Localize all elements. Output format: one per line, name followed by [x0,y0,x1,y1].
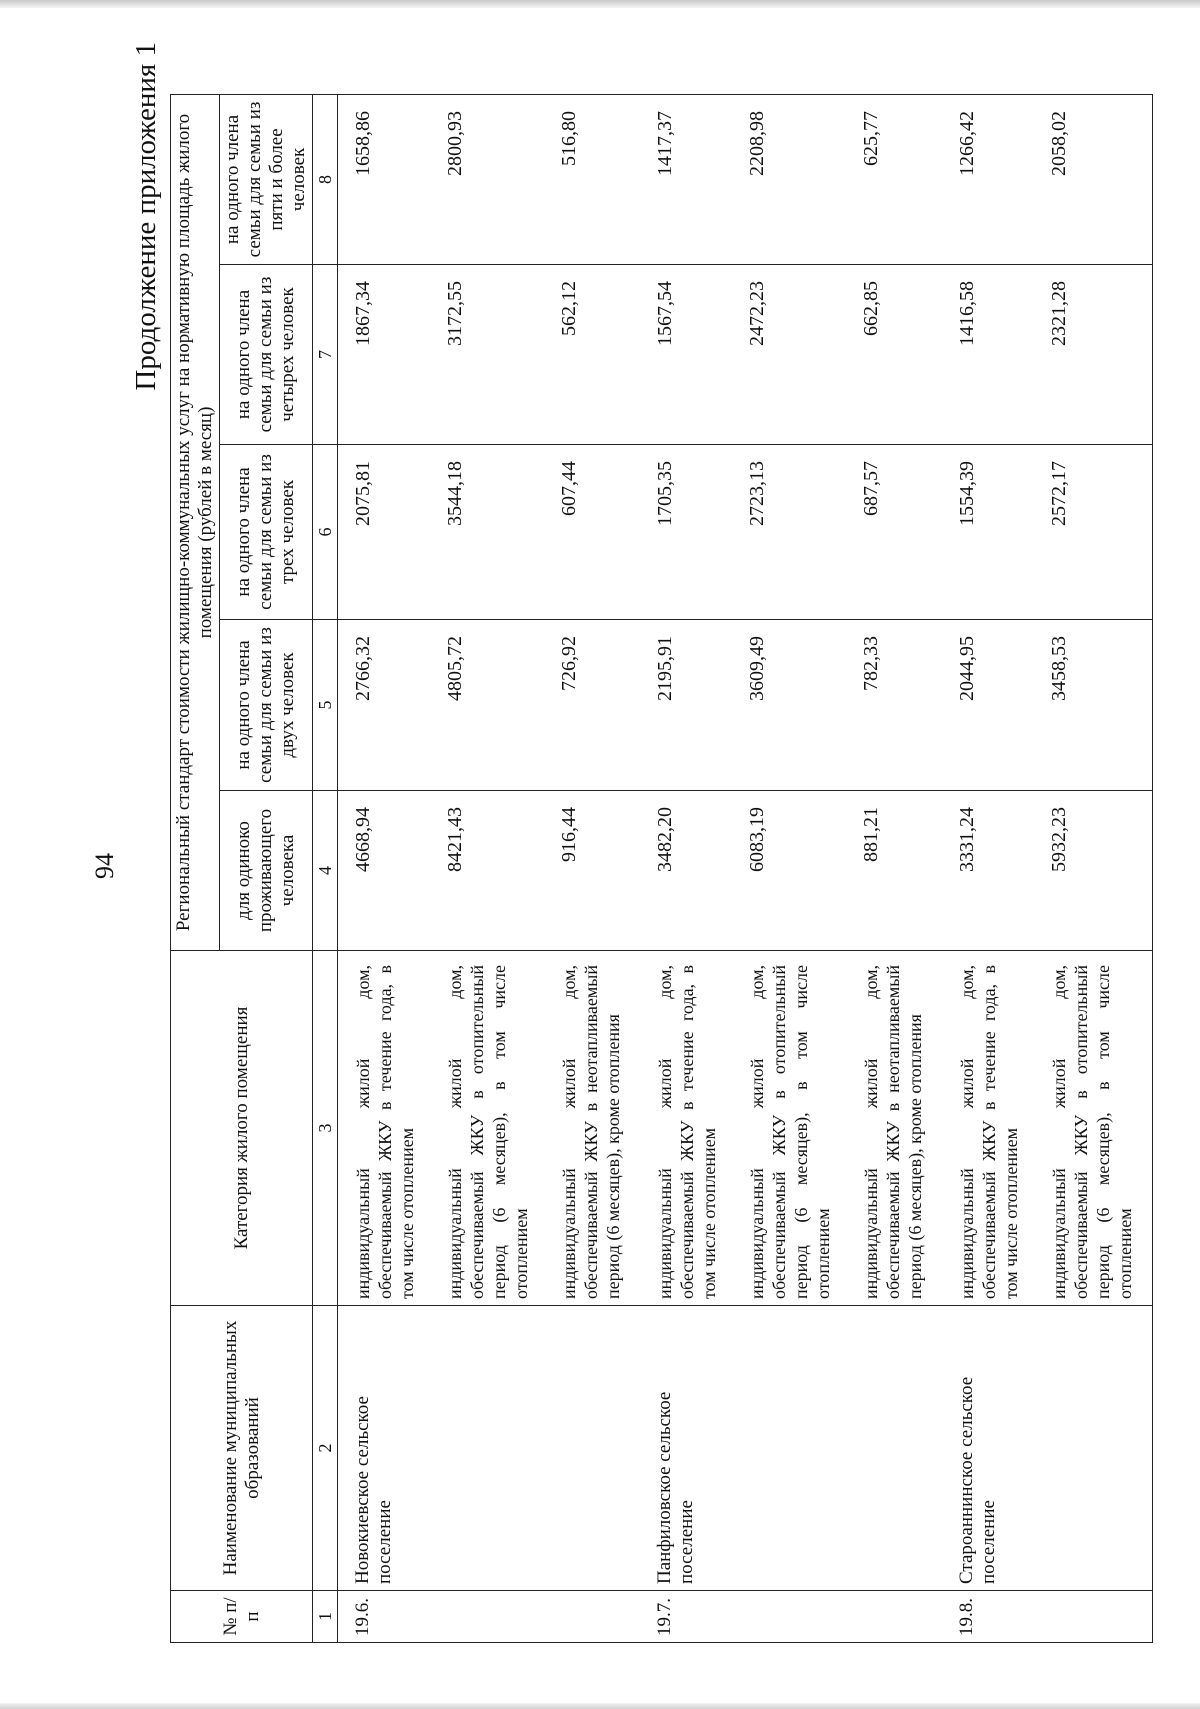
row-category: индивидуальный жилой дом, обеспечиваемый ЖКУ в отопительный период (6 месяцев), в том числе отоплением [1038,951,1153,1306]
row-num: 19.8. [942,1591,1038,1643]
row-value: 2766,32 [338,620,435,791]
header-category: Категория жилого помещения [171,951,313,1306]
row-name: Новокиевское сельское поселение [338,1306,435,1591]
column-number: 6 [313,445,338,620]
row-name [736,1306,850,1591]
row-value: 782,33 [850,620,942,791]
row-value: 1658,86 [338,94,435,264]
row-value: 5932,23 [1038,791,1153,951]
row-value: 687,57 [850,445,942,620]
row-value: 1417,37 [640,94,736,264]
header-name: Наименование муниципальных образований [171,1306,313,1591]
column-number: 2 [313,1306,338,1591]
header-sub-four: на одного члена семьи для семьи из четырех человек [220,265,313,445]
row-category: индивидуальный жилой дом, обеспечиваемый ЖКУ в течение года, в том числе отоплением [942,951,1038,1306]
table-row [338,94,435,1642]
table-row [548,94,640,1642]
row-category: индивидуальный жилой дом, обеспечиваемый ЖКУ в течение года, в том числе отоплением [338,951,435,1306]
row-value: 881,21 [850,791,942,951]
header-sub-three: на одного члена семьи для семьи из трех человек [220,445,313,620]
row-value: 562,12 [548,265,640,445]
row-name [434,1306,548,1591]
row-value: 2572,17 [1038,445,1153,620]
row-value: 916,44 [548,791,640,951]
row-category: индивидуальный жилой дом, обеспечиваемый ЖКУ в отопительный период (6 месяцев), в том числе отоплением [434,951,548,1306]
data-table [170,94,1153,1643]
row-category: индивидуальный жилой дом, обеспечиваемый ЖКУ в отопительный период (6 месяцев), в том числе отоплением [736,951,850,1306]
row-value: 2058,02 [1038,94,1153,264]
row-num [850,1591,942,1643]
table-body [338,94,1153,1642]
row-num [548,1591,640,1643]
table-row [640,94,736,1642]
row-value: 3609,49 [736,620,850,791]
row-value: 4668,94 [338,791,435,951]
header-num: № п/п [171,1591,313,1643]
page-number: 94 [90,853,119,879]
table-row [736,94,850,1642]
row-category: индивидуальный жилой дом, обеспечиваемый ЖКУ в неотапливаемый период (6 месяцев), кроме отопления [850,951,942,1306]
row-value: 625,77 [850,94,942,264]
row-value: 3458,53 [1038,620,1153,791]
row-num: 19.6. [338,1591,435,1643]
row-value: 2044,95 [942,620,1038,791]
column-number: 3 [313,951,338,1306]
row-value: 1867,34 [338,265,435,445]
row-value: 2208,98 [736,94,850,264]
row-value: 2195,91 [640,620,736,791]
row-num [434,1591,548,1643]
scan-edge-bottom [0,1703,1200,1709]
row-category: индивидуальный жилой дом, обеспечиваемый ЖКУ в неотапливаемый период (6 месяцев), кроме отопления [548,951,640,1306]
column-number: 5 [313,620,338,791]
column-number: 4 [313,791,338,951]
row-name: Панфиловское сельское поселение [640,1306,736,1591]
row-value: 3331,24 [942,791,1038,951]
row-value: 2723,13 [736,445,850,620]
row-value: 8421,43 [434,791,548,951]
row-category: индивидуальный жилой дом, обеспечиваемый ЖКУ в течение года, в том числе отоплением [640,951,736,1306]
row-name [850,1306,942,1591]
row-value: 4805,72 [434,620,548,791]
column-number: 8 [313,94,338,264]
row-value: 2321,28 [1038,265,1153,445]
row-value: 1554,39 [942,445,1038,620]
header-standard-group: Региональный стандарт стоимости жилищно-коммунальных услуг на нормативную площадь жилого помещения (рублей в месяц) [171,94,220,950]
row-num [736,1591,850,1643]
column-number: 1 [313,1591,338,1643]
column-number: 7 [313,265,338,445]
header-sub-two: на одного члена семьи для семьи из двух человек [220,620,313,791]
row-value: 607,44 [548,445,640,620]
column-numbers-row [313,94,338,1642]
row-value: 1266,42 [942,94,1038,264]
row-value: 3544,18 [434,445,548,620]
row-value: 2800,93 [434,94,548,264]
table-header [171,94,338,1642]
row-value: 3172,55 [434,265,548,445]
header-sub-single: для одиноко проживающего человека [220,791,313,951]
row-num [1038,1591,1153,1643]
row-name [1038,1306,1153,1591]
row-value: 662,85 [850,265,942,445]
row-value: 2075,81 [338,445,435,620]
continuation-title: Продолжение приложения 1 [130,42,162,391]
row-num: 19.7. [640,1591,736,1643]
table-row [1038,94,1153,1642]
row-value: 3482,20 [640,791,736,951]
row-value: 726,92 [548,620,640,791]
table-row [434,94,548,1642]
header-sub-five: на одного члена семьи для семьи из пяти и более человек [220,94,313,264]
row-value: 6083,19 [736,791,850,951]
row-value: 2472,23 [736,265,850,445]
row-value: 1705,35 [640,445,736,620]
table-row [942,94,1038,1642]
row-value: 516,80 [548,94,640,264]
row-value: 1567,54 [640,265,736,445]
row-name [548,1306,640,1591]
row-name: Староаннинское сельское поселение [942,1306,1038,1591]
table-row [850,94,942,1642]
row-value: 1416,58 [942,265,1038,445]
